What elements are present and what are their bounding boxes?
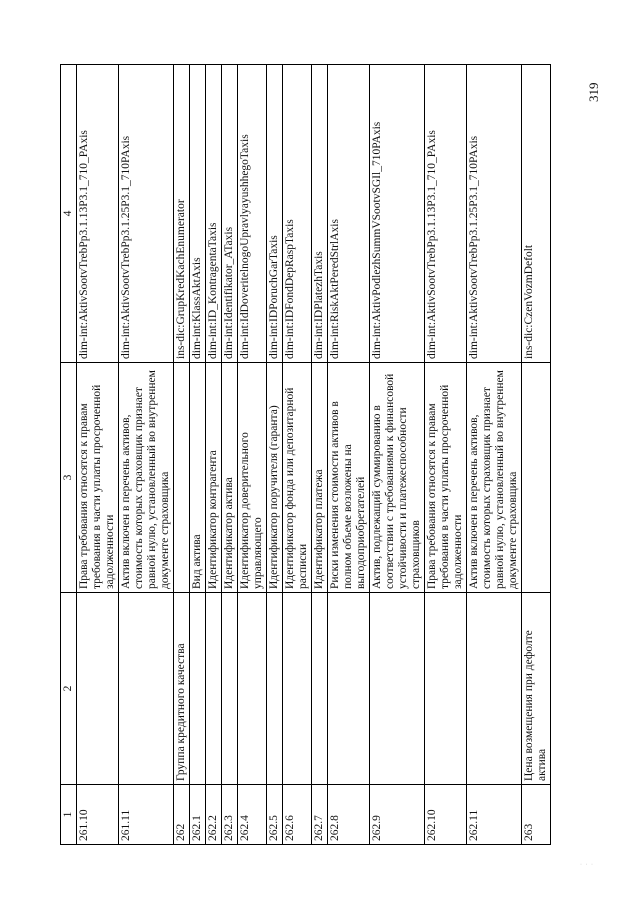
- table-row: [283, 65, 312, 845]
- group-name-cell: [206, 593, 222, 785]
- group-name-cell: [267, 593, 283, 785]
- table-row: [522, 65, 551, 845]
- group-name-cell: [328, 593, 370, 785]
- row-number-cell: 262.10: [425, 785, 467, 845]
- group-name-cell: [190, 593, 206, 785]
- group-name-cell: [222, 593, 238, 785]
- row-number-cell: 262.1: [190, 785, 206, 845]
- code-cell: dim-int:IDPoruchGarTaxis: [267, 65, 283, 363]
- column-header: 3: [61, 363, 77, 593]
- table-row: [77, 65, 119, 845]
- group-name-cell: [425, 593, 467, 785]
- attribute-table: [60, 64, 551, 845]
- group-name-cell: [467, 593, 522, 785]
- table-header-row: [61, 65, 77, 845]
- code-cell: ins-dic:GrupKredKachEnumerator: [174, 65, 190, 363]
- row-number-cell: 262.2: [206, 785, 222, 845]
- description-cell: Идентификатор доверительного управляющего: [238, 363, 267, 593]
- code-cell: dim-int:AktivSootvTrebPp3.1.25P3.1_710PAxis: [467, 65, 522, 363]
- row-number-cell: 262.5: [267, 785, 283, 845]
- row-number-cell: 262.3: [222, 785, 238, 845]
- column-header: 1: [61, 785, 77, 845]
- description-cell: Идентификатор поручителя (гаранта): [267, 363, 283, 593]
- description-cell: Права требования относятся к правам требования в части уплаты просроченной задолженности: [77, 363, 119, 593]
- table-row: [190, 65, 206, 845]
- description-cell: Риски изменения стоимости активов в полном объеме возложены на выгодоприобретателей: [328, 363, 370, 593]
- code-cell: dim-int:IDFondDepRaspTaxis: [283, 65, 312, 363]
- table-row: [119, 65, 174, 845]
- description-cell: Идентификатор фонда или депозитарной расписки: [283, 363, 312, 593]
- group-name-cell: [370, 593, 425, 785]
- description-cell: Права требования относятся к правам требования в части уплаты просроченной задолженности: [425, 363, 467, 593]
- table-row: [174, 65, 190, 845]
- row-number-cell: 262.4: [238, 785, 267, 845]
- code-cell: dim-int:AktivPodlezhSummVSootvSGIl_710PAxis: [370, 65, 425, 363]
- table-row: [467, 65, 522, 845]
- table-row: [238, 65, 267, 845]
- column-header: 2: [61, 593, 77, 785]
- table-row: [312, 65, 328, 845]
- code-cell: dim-int:ID_KontragentaTaxis: [206, 65, 222, 363]
- description-cell: [522, 363, 551, 593]
- scan-artifact: · · ·: [580, 862, 594, 868]
- table-row: [328, 65, 370, 845]
- row-number-cell: 261.10: [77, 785, 119, 845]
- group-name-cell: [283, 593, 312, 785]
- table-body: [77, 65, 551, 845]
- table-row: [222, 65, 238, 845]
- group-name-cell: [77, 593, 119, 785]
- description-cell: [174, 363, 190, 593]
- table-row: [425, 65, 467, 845]
- code-cell: dim-int:Identifikator_ATaxis: [222, 65, 238, 363]
- table-row: [267, 65, 283, 845]
- group-name-cell: [312, 593, 328, 785]
- code-cell: dim-int:KlassAktAxis: [190, 65, 206, 363]
- row-number-cell: 261.11: [119, 785, 174, 845]
- code-cell: dim-int:IDPlatezhTaxis: [312, 65, 328, 363]
- description-cell: Идентификатор актива: [222, 363, 238, 593]
- code-cell: dim-int:AktivSootvTrebPp3.1.13P3.1_710_PAxis: [77, 65, 119, 363]
- code-cell: dim-int:IdDoveritelnogoUpravlyayushhegoTaxis: [238, 65, 267, 363]
- description-cell: Актив включен в перечень активов, стоимость которых страховщик признает равной нулю, установленный во внутреннем документе страховщика: [119, 363, 174, 593]
- code-cell: dim-int:AktivSootvTrebPp3.1.25P3.1_710PAxis: [119, 65, 174, 363]
- code-cell: dim-int:AktivSootvTrebPp3.1.13P3.1_710_PAxis: [425, 65, 467, 363]
- description-cell: Актив, подлежащий суммированию в соответствии с требованиями к финансовой устойчивости и платежеспособности страховщиков: [370, 363, 425, 593]
- description-cell: Актив включен в перечень активов, стоимость которых страховщик признает равной нулю, установленный во внутреннем документе страховщика: [467, 363, 522, 593]
- description-cell: Идентификатор контрагента: [206, 363, 222, 593]
- code-cell: dim-int:RiskAktPeredStrlAxis: [328, 65, 370, 363]
- page-number: 319: [586, 82, 601, 102]
- row-number-cell: 262.6: [283, 785, 312, 845]
- table-row: [206, 65, 222, 845]
- description-cell: Идентификатор платежа: [312, 363, 328, 593]
- table-row: [370, 65, 425, 845]
- row-number-cell: 262.9: [370, 785, 425, 845]
- row-number-cell: 262: [174, 785, 190, 845]
- group-name-cell: Группа кредитного качества: [174, 593, 190, 785]
- row-number-cell: 262.8: [328, 785, 370, 845]
- description-cell: Вид актива: [190, 363, 206, 593]
- code-cell: ins-dic:CzenVozmDefolt: [522, 65, 551, 363]
- row-number-cell: 262.7: [312, 785, 328, 845]
- group-name-cell: Цена возмещения при дефолте актива: [522, 593, 551, 785]
- row-number-cell: 262.11: [467, 785, 522, 845]
- group-name-cell: [238, 593, 267, 785]
- rotated-table-container: [60, 65, 592, 845]
- group-name-cell: [119, 593, 174, 785]
- column-header: 4: [61, 65, 77, 363]
- row-number-cell: 263: [522, 785, 551, 845]
